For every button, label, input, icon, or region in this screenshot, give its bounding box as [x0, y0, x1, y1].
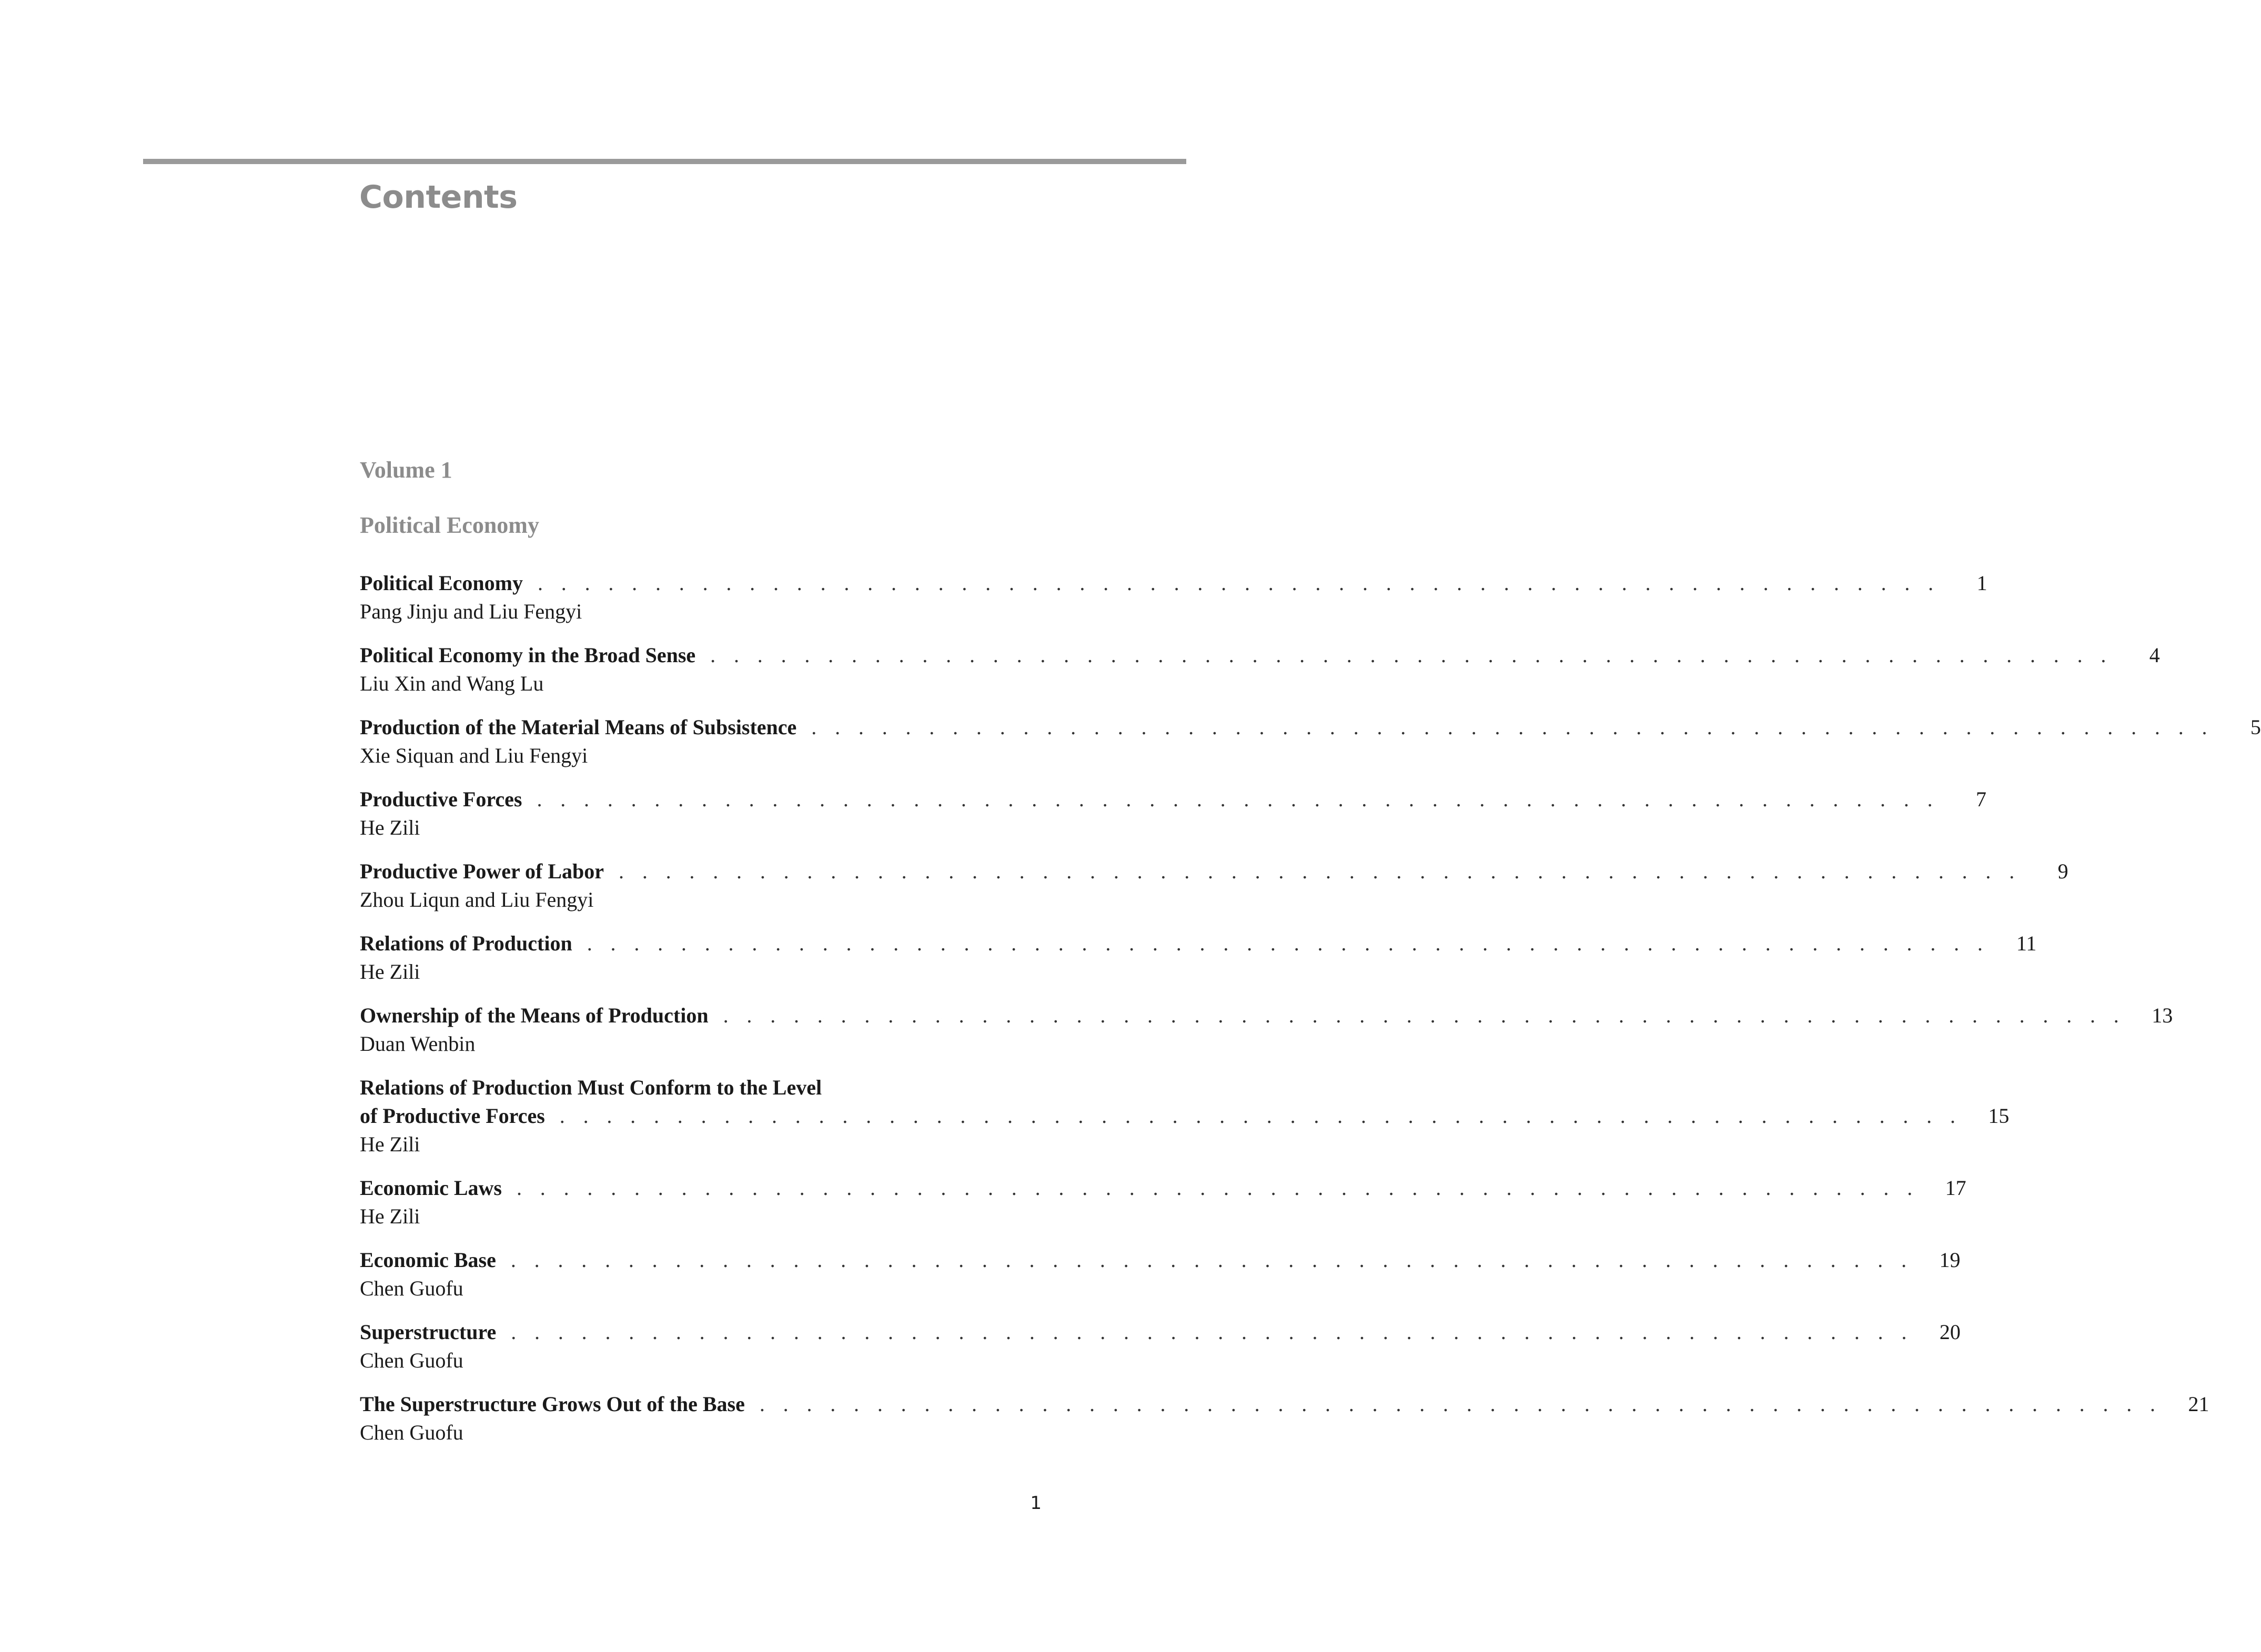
- toc-page-number[interactable]: 5: [2250, 715, 2261, 739]
- toc-entry[interactable]: [360, 785, 1987, 842]
- toc-entry-author: Pang Jinju and Liu Fengyi: [360, 600, 582, 623]
- dot-leader: . . . . . . . . . . . . . . . . . . . . . . . . . . . . . . . . . . . . . . . . . . . . . . . . . . . . . . . . . . . .: [587, 931, 1990, 955]
- toc-page-number[interactable]: 13: [2152, 1004, 2173, 1027]
- dot-leader: . . . . . . . . . . . . . . . . . . . . . . . . . . . . . . . . . . . . . . . . . . . . . . . . . . . . . . . . . . . .: [811, 715, 2214, 739]
- dot-leader: . . . . . . . . . . . . . . . . . . . . . . . . . . . . . . . . . . . . . . . . . . . . . . . . . . . . . . . . . . . .: [511, 1320, 1913, 1344]
- toc-entry-title[interactable]: Political Economy: [360, 571, 523, 595]
- toc-entry[interactable]: [360, 1390, 2209, 1447]
- toc-entry-title-line1[interactable]: Relations of Production Must Conform to the Level: [360, 1076, 822, 1099]
- toc-entry[interactable]: [360, 713, 2261, 770]
- page-number-footer: 1: [1030, 1493, 1042, 1514]
- toc-entry-title[interactable]: Superstructure: [360, 1320, 497, 1344]
- toc-entry-author: He Zili: [360, 1204, 420, 1228]
- toc-page-number[interactable]: 1: [1976, 571, 1987, 595]
- toc-entry[interactable]: [360, 1318, 1961, 1375]
- toc-list: [360, 569, 2261, 1462]
- page-title: Contents: [359, 179, 518, 216]
- dot-leader: . . . . . . . . . . . . . . . . . . . . . . . . . . . . . . . . . . . . . . . . . . . . . . . . . . . . . . . . . . . .: [517, 1176, 1919, 1200]
- toc-entry-author: Xie Siquan and Liu Fengyi: [360, 744, 588, 767]
- toc-entry[interactable]: [360, 569, 1987, 626]
- dot-leader: . . . . . . . . . . . . . . . . . . . . . . . . . . . . . . . . . . . . . . . . . . . . . . . . . . . . . . . . . . . .: [759, 1392, 2162, 1416]
- toc-entry-title[interactable]: of Productive Forces: [360, 1104, 545, 1128]
- toc-entry-title[interactable]: Productive Power of Labor: [360, 859, 604, 883]
- toc-entry-title[interactable]: The Superstructure Grows Out of the Base: [360, 1392, 745, 1416]
- toc-entry-author: Zhou Liqun and Liu Fengyi: [360, 888, 594, 911]
- toc-entry-title[interactable]: Economic Laws: [360, 1176, 502, 1200]
- toc-entry[interactable]: [360, 1246, 1961, 1303]
- toc-entry-title[interactable]: Relations of Production: [360, 931, 572, 955]
- toc-entry-author: Liu Xin and Wang Lu: [360, 672, 544, 695]
- toc-entry-title[interactable]: Productive Forces: [360, 787, 522, 811]
- toc-entry-title[interactable]: Ownership of the Means of Production: [360, 1004, 709, 1027]
- toc-entry[interactable]: [360, 1174, 1966, 1231]
- toc-page-number[interactable]: 7: [1976, 787, 1987, 811]
- toc-page-number[interactable]: 19: [1939, 1248, 1961, 1272]
- toc-entry-author: Chen Guofu: [360, 1421, 463, 1444]
- dot-leader: . . . . . . . . . . . . . . . . . . . . . . . . . . . . . . . . . . . . . . . . . . . . . . . . . . . . . . . . . . . .: [710, 643, 2113, 667]
- toc-entry-author: He Zili: [360, 1132, 420, 1156]
- toc-entry[interactable]: [360, 857, 2068, 914]
- toc-page-number[interactable]: 21: [2188, 1392, 2209, 1416]
- volume-heading: Volume 1: [360, 457, 452, 483]
- toc-entry[interactable]: [360, 1073, 2010, 1159]
- toc-page-number[interactable]: 17: [1945, 1176, 1966, 1200]
- toc-entry-author: He Zili: [360, 960, 420, 984]
- dot-leader: . . . . . . . . . . . . . . . . . . . . . . . . . . . . . . . . . . . . . . . . . . . . . . . . . . . . . . . . . . . .: [723, 1004, 2126, 1027]
- dot-leader: . . . . . . . . . . . . . . . . . . . . . . . . . . . . . . . . . . . . . . . . . . . . . . . . . . . . . . . . . . . .: [619, 859, 2021, 883]
- section-heading: Political Economy: [360, 512, 539, 538]
- toc-page-number[interactable]: 9: [2057, 859, 2068, 883]
- toc-entry[interactable]: [360, 1001, 2173, 1058]
- toc-entry-title[interactable]: Political Economy in the Broad Sense: [360, 643, 696, 667]
- toc-page-number[interactable]: 20: [1939, 1320, 1961, 1344]
- toc-entry[interactable]: [360, 641, 2160, 698]
- toc-page-number[interactable]: 15: [1988, 1104, 2010, 1128]
- toc-entry-author: He Zili: [360, 816, 420, 839]
- dot-leader: . . . . . . . . . . . . . . . . . . . . . . . . . . . . . . . . . . . . . . . . . . . . . . . . . . . . . . . . . . . .: [537, 787, 1940, 811]
- toc-entry-author: Duan Wenbin: [360, 1032, 476, 1056]
- dot-leader: . . . . . . . . . . . . . . . . . . . . . . . . . . . . . . . . . . . . . . . . . . . . . . . . . . . . . . . . . . . .: [559, 1104, 1962, 1128]
- toc-entry-author: Chen Guofu: [360, 1276, 463, 1300]
- dot-leader: . . . . . . . . . . . . . . . . . . . . . . . . . . . . . . . . . . . . . . . . . . . . . . . . . . . . . . . . . . . .: [537, 571, 1940, 595]
- toc-entry-author: Chen Guofu: [360, 1349, 463, 1372]
- dot-leader: . . . . . . . . . . . . . . . . . . . . . . . . . . . . . . . . . . . . . . . . . . . . . . . . . . . . . . . . . . . .: [510, 1248, 1913, 1272]
- toc-entry-title[interactable]: Economic Base: [360, 1248, 496, 1272]
- toc-page-number[interactable]: 11: [2016, 931, 2037, 955]
- toc-page-number[interactable]: 4: [2149, 643, 2160, 667]
- toc-entry[interactable]: [360, 929, 2037, 986]
- header-rule: [143, 159, 1186, 164]
- toc-entry-title[interactable]: Production of the Material Means of Subsistence: [360, 715, 797, 739]
